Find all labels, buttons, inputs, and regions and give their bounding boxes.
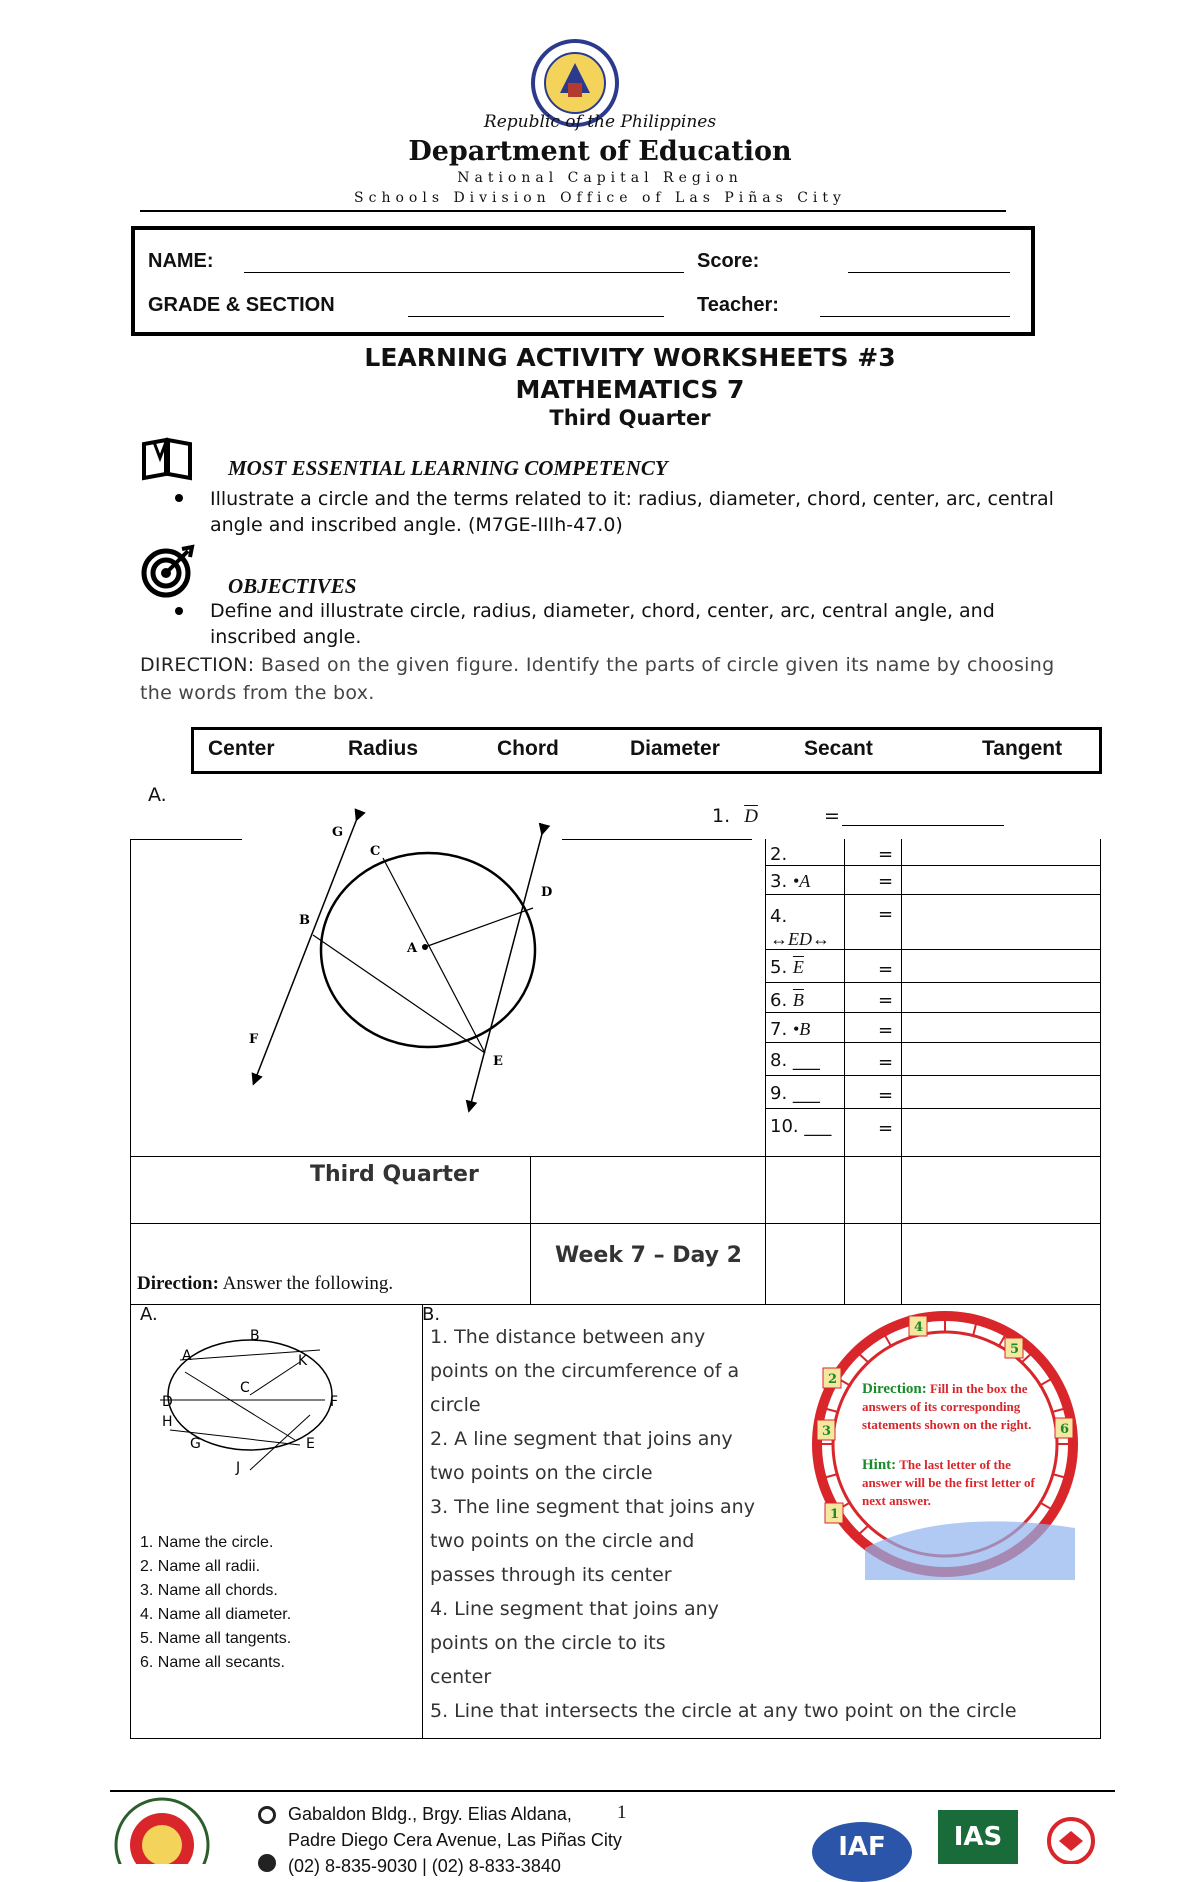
objectives-bullet: Define and illustrate circle, radius, diameter, chord, center, arc, central angle, and inscribed angle.	[210, 600, 995, 648]
fig2-label-f: F	[330, 1394, 339, 1410]
direction2-label: Direction:	[137, 1273, 219, 1294]
wheel-hint-text: The last letter of the answer will be the first letter of next answer.	[862, 1457, 1035, 1508]
item-5: 5. $\overline{E}$	[770, 957, 804, 978]
fig2-label-j: J	[236, 1460, 241, 1476]
a-question-1: 1. Name the circle.	[140, 1534, 274, 1551]
a-question-3: 3. Name all chords.	[140, 1582, 278, 1599]
item-10: 10. ___	[770, 1116, 832, 1137]
a-question-5: 5. Name all tangents.	[140, 1630, 292, 1647]
melc-heading: MOST ESSENTIAL LEARNING COMPETENCY	[228, 456, 668, 480]
ias-badge: IAS	[938, 1810, 1018, 1864]
wheel-hint	[862, 1456, 1042, 1510]
fig-label-f: F	[249, 1032, 259, 1047]
fig-label-d: D	[541, 885, 553, 900]
footer-address-2: Padre Diego Cera Avenue, Las Piñas City	[288, 1830, 622, 1850]
objectives-heading: OBJECTIVES	[228, 574, 357, 598]
wheel-num-6: 6	[1060, 1422, 1070, 1437]
division-logo	[112, 1795, 212, 1864]
item-7: 7. •B	[770, 1019, 811, 1040]
score-field[interactable]	[848, 272, 1010, 273]
header-rule	[140, 210, 1006, 212]
b-line-8: passes through its center	[430, 1564, 672, 1586]
item-8-eq: =	[878, 1052, 894, 1073]
circle-figure-2	[140, 1320, 350, 1480]
direction2	[137, 1273, 393, 1295]
wheel-num-4: 4	[914, 1320, 924, 1335]
section-b-label: B.	[422, 1304, 441, 1325]
page-number: 1	[617, 1802, 627, 1823]
item-9: 9. ___	[770, 1083, 820, 1104]
book-icon	[140, 436, 194, 482]
a-question-6: 6. Name all secants.	[140, 1654, 285, 1671]
fig-label-c: C	[370, 844, 381, 859]
certification-logo	[1045, 1815, 1097, 1864]
direction-block	[140, 651, 1080, 707]
item-4-eq: =	[878, 904, 894, 925]
direction2-text: Answer the following.	[222, 1273, 394, 1294]
wheel-direction-label: Direction:	[862, 1381, 927, 1397]
fig2-label-k: K	[298, 1353, 308, 1369]
footer-rule	[110, 1790, 1115, 1792]
quarter-title: Third Quarter	[549, 406, 711, 430]
word-tangent: Tangent	[982, 737, 1063, 760]
phone-icon	[258, 1854, 276, 1872]
fig2-label-e: E	[306, 1436, 315, 1452]
item-4: 4. ↔ED↔	[770, 906, 830, 949]
teacher-label: Teacher:	[697, 294, 779, 316]
republic-text: Republic of the Philippines	[483, 112, 717, 132]
b-line-11: center	[430, 1666, 492, 1688]
fig2-label-a: A	[182, 1348, 192, 1364]
teacher-field[interactable]	[820, 316, 1010, 317]
quarter-cell: Third Quarter	[310, 1162, 479, 1187]
wheel-direction-text: Fill in the box the answers of its corresponding statements shown on the right.	[862, 1381, 1032, 1432]
item-7-eq: =	[878, 1020, 894, 1041]
part-a-label: A.	[148, 784, 167, 806]
worksheet-title: LEARNING ACTIVITY WORKSHEETS #3	[364, 343, 896, 372]
grade-label: GRADE & SECTION	[148, 294, 335, 316]
item-9-eq: =	[878, 1085, 894, 1106]
fig-label-e: E	[493, 1054, 503, 1069]
item-3-eq: =	[878, 871, 894, 892]
section-a-questions	[140, 1531, 291, 1675]
fig2-label-d: D	[162, 1394, 173, 1410]
fig-label-b: B	[299, 913, 310, 928]
b-line-3: circle	[430, 1394, 481, 1416]
b-line-4: 2. A line segment that joins any	[430, 1428, 733, 1450]
fig2-label-b: B	[250, 1328, 260, 1344]
melc-bullet: Illustrate a circle and the terms related to it: radius, diameter, chord, center, arc, central angle and inscribed angle. (M7GE-IIIh-47.0)	[210, 488, 1054, 536]
region-text: National Capital Region	[457, 170, 743, 186]
item-2-eq: =	[878, 844, 894, 865]
item-1-answer[interactable]	[842, 825, 1004, 826]
a-question-2: 2. Name all radii.	[140, 1558, 261, 1575]
fig2-label-g: G	[190, 1436, 201, 1452]
word-diameter: Diameter	[630, 737, 720, 760]
wheel-num-1: 1	[830, 1507, 840, 1522]
iaf-badge: IAF	[812, 1822, 912, 1882]
footer-address-1: Gabaldon Bldg., Brgy. Elias Aldana,	[288, 1804, 572, 1824]
b-line-2: points on the circumference of a	[430, 1360, 740, 1382]
wheel-num-2: 2	[828, 1372, 838, 1387]
item-6-eq: =	[878, 990, 894, 1011]
subject-title: MATHEMATICS 7	[515, 375, 745, 404]
b-line-1: 1. The distance between any	[430, 1326, 706, 1348]
week-cell: Week 7 – Day 2	[555, 1243, 742, 1268]
fig-label-g: G	[332, 825, 344, 840]
name-label: NAME:	[148, 250, 214, 272]
location-icon	[258, 1806, 276, 1824]
department-text: Department of Education	[408, 136, 792, 167]
item-3: 3. •A	[770, 871, 811, 892]
word-secant: Secant	[804, 737, 873, 760]
footer-phone: (02) 8-835-9030 | (02) 8-833-3840	[288, 1856, 561, 1876]
objectives-bullet-dot	[175, 607, 183, 615]
circle-word-wheel	[805, 1308, 1085, 1580]
item-6: 6. $\overline{B}$	[770, 990, 804, 1011]
b-line-12: 5. Line that intersects the circle at any two point on the circle	[430, 1700, 1017, 1722]
wheel-hint-label: Hint:	[862, 1457, 897, 1473]
wheel-direction	[862, 1380, 1052, 1434]
name-field[interactable]	[244, 272, 684, 273]
fig2-label-h: H	[162, 1414, 173, 1430]
a-question-4: 4. Name all diameter.	[140, 1606, 292, 1623]
item-5-eq: =	[878, 959, 894, 980]
score-label: Score:	[697, 250, 760, 272]
direction-text: Based on the given figure. Identify the parts of circle given its name by choosing the words from the box.	[140, 654, 1055, 704]
fig-label-a: A	[407, 941, 418, 956]
b-line-10: points on the circle to its	[430, 1632, 666, 1654]
wheel-num-5: 5	[1010, 1342, 1020, 1357]
grade-field[interactable]	[408, 316, 664, 317]
target-icon	[140, 543, 196, 599]
section-a-label: A.	[140, 1304, 158, 1325]
word-center: Center	[208, 737, 275, 760]
item-10-eq: =	[878, 1118, 894, 1139]
item-8: 8. ___	[770, 1050, 820, 1071]
b-line-9: 4. Line segment that joins any	[430, 1598, 719, 1620]
b-line-6: 3. The line segment that joins any	[430, 1496, 755, 1518]
fig2-label-c: C	[240, 1380, 250, 1396]
item-2: 2.	[770, 844, 788, 865]
word-radius: Radius	[348, 737, 419, 760]
melc-bullet-dot	[175, 494, 183, 502]
item-1: 1. $\overline{D}$ =	[712, 805, 840, 827]
b-line-5: two points on the circle	[430, 1462, 653, 1484]
b-line-7: two points on the circle and	[430, 1530, 695, 1552]
wheel-num-3: 3	[822, 1424, 832, 1439]
student-info-box	[131, 226, 1035, 336]
direction-label: DIRECTION:	[140, 654, 255, 676]
division-text: Schools Division Office of Las Piñas City	[354, 190, 846, 206]
word-chord: Chord	[497, 737, 559, 760]
